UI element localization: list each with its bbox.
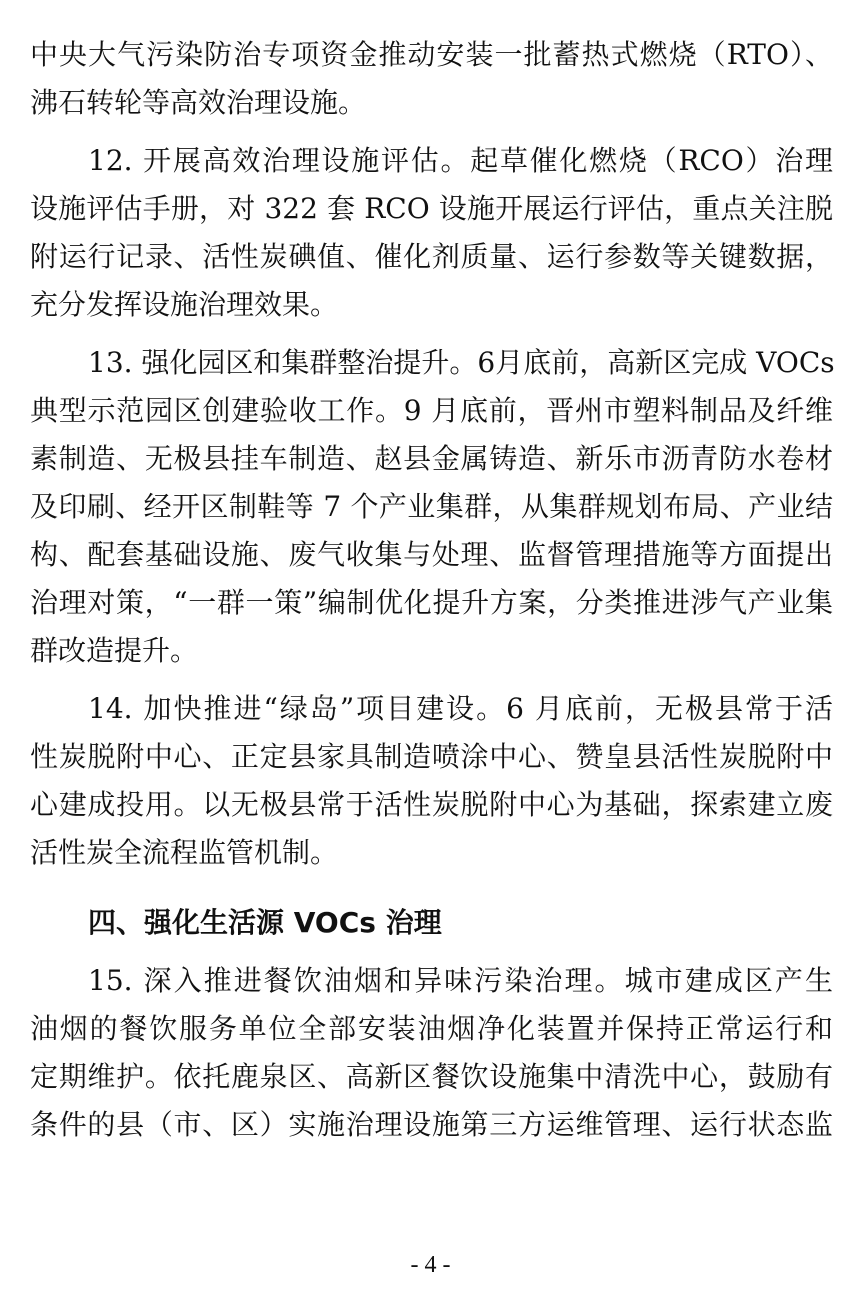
text-line: 心建成投用。以无极县常于活性炭脱附中心为基础，探索建立废 [30,788,833,821]
text-line: 活性炭全流程监管机制。 [30,836,339,869]
text-line: 定期维护。依托鹿泉区、高新区餐饮设施集中清洗中心，鼓励有 [30,1060,833,1093]
text-line: 治理对策，“一群一策”编制优化提升方案，分类推进涉气产业集 [30,586,833,619]
paragraph-13 [30,339,833,675]
text-line: 及印刷、经开区制鞋等 7 个产业集群，从集群规划布局、产业结 [30,490,833,523]
page-number: - 4 - [410,1252,451,1278]
text-line: 素制造、无极县挂车制造、赵县金属铸造、新乐市沥青防水卷材 [30,442,833,475]
paragraph-15 [30,957,833,1149]
text-line: 14. 加快推进“绿岛”项目建设。6 月底前，无极县常于活 [88,692,833,725]
text-line: 典型示范园区创建验收工作。9 月底前，晋州市塑料制品及纤维 [30,394,833,427]
paragraph-14 [30,685,833,877]
text-line: 油烟的餐饮服务单位全部安装油烟净化装置并保持正常运行和 [30,1012,833,1045]
text-line: 12. 开展高效治理设施评估。起草催化燃烧（RCO）治理 [88,144,833,177]
text-line: 设施评估手册，对 322 套 RCO 设施开展运行评估，重点关注脱 [30,192,833,225]
section-heading: 四、强化生活源 VOCs 治理 [88,906,442,939]
text-line: 13. 强化园区和集群整治提升。6月底前，高新区完成 VOCs [88,346,835,379]
paragraph-continuation [30,31,833,127]
text-line: 附运行记录、活性炭碘值、催化剂质量、运行参数等关键数据， [30,240,833,273]
text-line: 性炭脱附中心、正定县家具制造喷涂中心、赞皇县活性炭脱附中 [30,740,833,773]
text-line: 沸石转轮等高效治理设施。 [30,86,367,119]
document-body [30,31,833,1159]
paragraph-12 [30,137,833,329]
text-line: 15. 深入推进餐饮油烟和异味污染治理。城市建成区产生 [88,964,833,997]
text-line: 条件的县（市、区）实施治理设施第三方运维管理、运行状态监 [30,1108,833,1141]
text-line: 充分发挥设施治理效果。 [30,288,339,321]
text-line: 构、配套基础设施、废气收集与处理、监督管理措施等方面提出 [30,538,833,571]
text-line: 群改造提升。 [30,634,199,667]
text-line: 中央大气污染防治专项资金推动安装一批蓄热式燃烧（RTO）、 [30,38,833,71]
